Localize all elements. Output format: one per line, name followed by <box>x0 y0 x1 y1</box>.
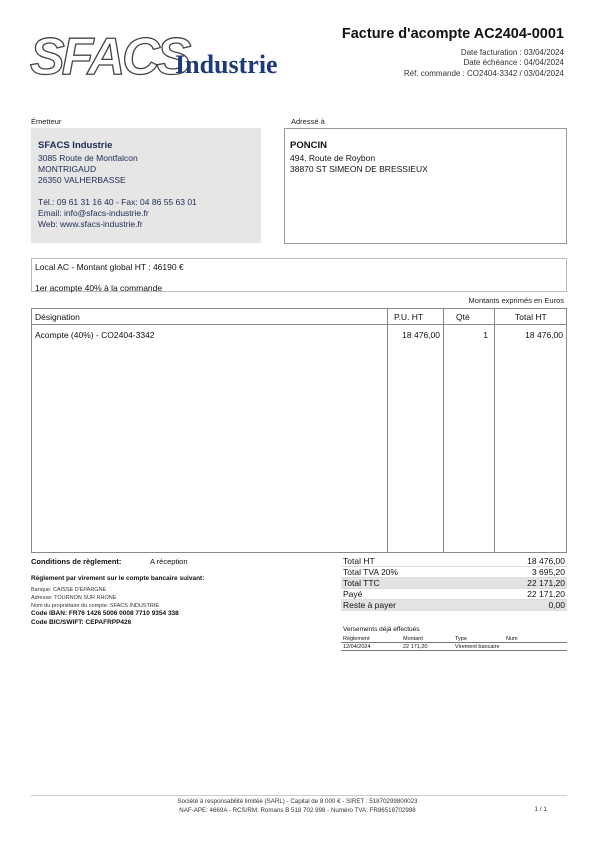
header-designation: Désignation <box>35 312 80 322</box>
totals-table <box>341 556 567 611</box>
total-ttc-label: Total TTC <box>343 578 380 588</box>
header-total-ht: Total HT <box>515 312 547 322</box>
info-line-global: Local AC - Montant global HT : 46190 € <box>35 262 184 272</box>
total-tva-row <box>341 567 567 578</box>
emitter-email: Email: info@sfacs-industrie.fr <box>38 208 149 218</box>
payment-terms-value: A réception <box>150 557 188 566</box>
emitter-web: Web: www.sfacs-industrie.fr <box>38 219 143 229</box>
footer-legal-1: Société à responsabilité limitée (SARL) - Capital de 8 000 € - SIRET : 51870299800023 <box>177 798 418 805</box>
total-tva-label: Total TVA 20% <box>343 567 398 577</box>
payment-row <box>341 643 567 651</box>
invoice-title: Facture d'acompte AC2404-0001 <box>341 26 564 42</box>
account-owner: Nom du propriétaire du compte: SFACS INDUSTRIE <box>31 603 160 609</box>
payments-header-num: Num <box>506 636 518 642</box>
currency-note: Montants exprimés en Euros <box>468 296 564 305</box>
column-divider <box>443 309 444 552</box>
info-box <box>31 258 567 292</box>
due-date: Date échéance : 04/04/2024 <box>463 58 564 67</box>
company-logo <box>30 28 290 86</box>
invoice-date: Date facturation : 03/04/2024 <box>460 48 564 57</box>
emitter-phone: Tél.: 09 61 31 16 40 - Fax: 04 86 55 63 01 <box>38 197 197 207</box>
total-ht-row <box>341 556 567 567</box>
payment-type: Virement bancaire <box>455 644 500 650</box>
remaining-value: 0,00 <box>548 600 565 610</box>
total-ttc-row <box>341 578 567 589</box>
payments-header-type: Type <box>455 636 467 642</box>
header-qty: Qté <box>456 312 470 322</box>
emitter-name: SFACS Industrie <box>38 140 113 151</box>
column-divider <box>494 309 495 552</box>
payments-header-montant: Montant <box>403 636 423 642</box>
bank-transfer-title: Règlement par virement sur le compte bancaire suivant: <box>31 575 205 582</box>
emitter-address2: MONTRIGAUD <box>38 164 97 174</box>
header-divider <box>32 324 566 325</box>
payments-header <box>341 635 567 643</box>
order-reference: Réf. commande : CO2404-3342 / 03/04/2024 <box>403 69 564 78</box>
row-qty: 1 <box>483 330 488 340</box>
paid-row <box>341 589 567 600</box>
total-ttc-value: 22 171,20 <box>527 578 565 588</box>
payments-table <box>341 635 567 651</box>
emitter-box <box>31 128 261 243</box>
info-line-deposit: 1er acompte 40% à la commande <box>35 283 163 293</box>
footer-legal-2: NAF-APE: 4669A - RCS/RM: Romans B 518 702 998 - Numéro TVA: FR86518702998 <box>179 807 416 814</box>
total-ht-label: Total HT <box>343 556 375 566</box>
emitter-address3: 26350 VALHERBASSE <box>38 175 126 185</box>
column-divider <box>387 309 388 552</box>
remaining-row <box>341 600 567 611</box>
recipient-address2: 38870 ST SIMEON DE BRESSIEUX <box>290 164 428 174</box>
total-ht-value: 18 476,00 <box>527 556 565 566</box>
payment-terms-label: Conditions de règlement: <box>31 557 122 566</box>
row-designation: Acompte (40%) - CO2404-3342 <box>35 330 155 340</box>
bic-swift: Code BIC/SWIFT: CEPAFRPP426 <box>31 619 132 626</box>
header-pu-ht: P.U. HT <box>394 312 424 322</box>
emitter-label: Émetteur <box>31 117 62 126</box>
payment-date: 12/04/2024 <box>343 644 371 650</box>
recipient-label: Adressé à <box>291 117 325 126</box>
bank-name: Banque: CAISSE D'EPARGNE <box>31 587 107 593</box>
payments-header-reglement: Règlement <box>343 636 370 642</box>
total-tva-value: 3 695,20 <box>531 567 565 577</box>
items-table <box>31 308 567 553</box>
iban: Code IBAN: FR76 1426 5006 0008 7710 9354 338 <box>31 610 179 617</box>
recipient-box <box>284 128 567 244</box>
footer-divider <box>31 795 567 796</box>
paid-value: 22 171,20 <box>527 589 565 599</box>
recipient-name: PONCIN <box>290 140 327 151</box>
page-number: 1 / 1 <box>534 806 547 813</box>
bank-address: Adresse: TOURNON SUR RHONE <box>31 595 117 601</box>
paid-label: Payé <box>343 589 363 599</box>
payment-amount: 22 171,20 <box>403 644 428 650</box>
emitter-address1: 3085 Route de Montfalcon <box>38 153 138 163</box>
row-total-ht: 18 476,00 <box>525 330 563 340</box>
remaining-label: Reste à payer <box>343 600 396 610</box>
recipient-address1: 494, Route de Roybon <box>290 153 376 163</box>
row-pu-ht: 18 476,00 <box>402 330 440 340</box>
payments-title: Versements déjà effectués <box>343 626 420 633</box>
logo-suffix: Industrie <box>175 50 278 79</box>
logo-brand: SFACS <box>30 28 189 86</box>
